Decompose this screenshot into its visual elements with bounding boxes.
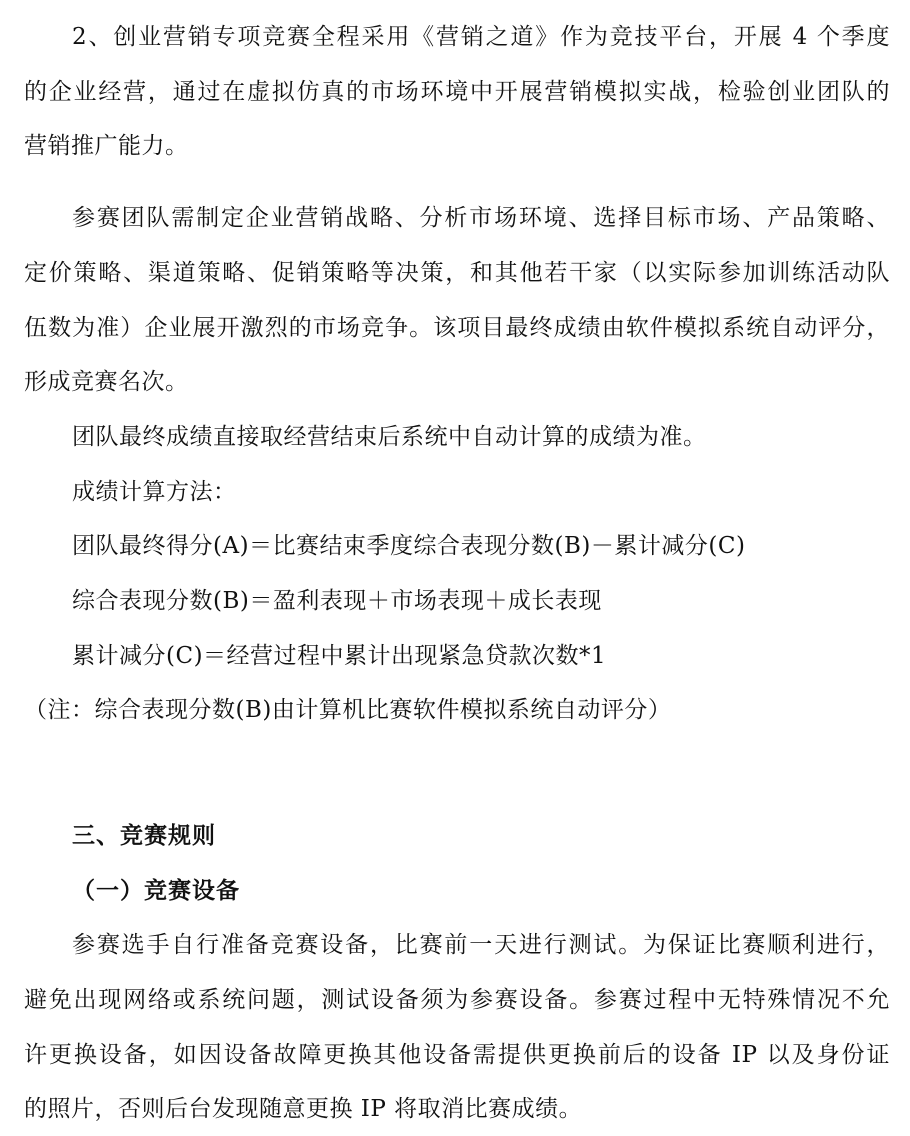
paragraph-1-line-3: 营销推广能力。 [24, 133, 189, 159]
formula-3: 累计减分(C)＝经营过程中累计出现紧急贷款次数*1 [72, 643, 607, 669]
paragraph-3: 团队最终成绩直接取经营结束后系统中自动计算的成绩为准。 [72, 424, 707, 450]
paragraph-1-line-2: 的企业经营，通过在虚拟仿真的市场环境中开展营销模拟实战，检验创业团队的 [24, 79, 890, 105]
note: （注：综合表现分数(B)由计算机比赛软件模拟系统自动评分） [24, 697, 672, 723]
subsection-heading: （一）竞赛设备 [72, 878, 240, 904]
paragraph-2-line-1: 参赛团队需制定企业营销战略、分析市场环境、选择目标市场、产品策略、 [72, 205, 890, 231]
paragraph-2-line-2: 定价策略、渠道策略、促销策略等决策，和其他若干家（以实际参加训练活动队 [24, 260, 890, 286]
formula-2: 综合表现分数(B)＝盈利表现＋市场表现＋成长表现 [72, 588, 602, 614]
formula-1: 团队最终得分(A)＝比赛结束季度综合表现分数(B)－累计减分(C) [72, 533, 746, 559]
paragraph-5-line-1: 参赛选手自行准备竞赛设备，比赛前一天进行测试。为保证比赛顺利进行， [72, 932, 890, 958]
paragraph-5-line-3: 许更换设备，如因设备故障更换其他设备需提供更换前后的设备 IP 以及身份证 [24, 1042, 890, 1068]
paragraph-5-line-4: 的照片，否则后台发现随意更换 IP 将取消比赛成绩。 [24, 1096, 583, 1122]
paragraph-2-line-4: 形成竞赛名次。 [24, 369, 189, 395]
paragraph-5-line-2: 避免出现网络或系统问题，测试设备须为参赛设备。参赛过程中无特殊情况不允 [24, 987, 890, 1013]
paragraph-4: 成绩计算方法： [72, 479, 237, 505]
paragraph-2-line-3: 伍数为准）企业展开激烈的市场竞争。该项目最终成绩由软件模拟系统自动评分， [24, 315, 890, 341]
paragraph-1-line-1: 2、创业营销专项竞赛全程采用《营销之道》作为竞技平台，开展 4 个季度 [72, 24, 890, 50]
section-heading: 三、竞赛规则 [72, 823, 216, 849]
